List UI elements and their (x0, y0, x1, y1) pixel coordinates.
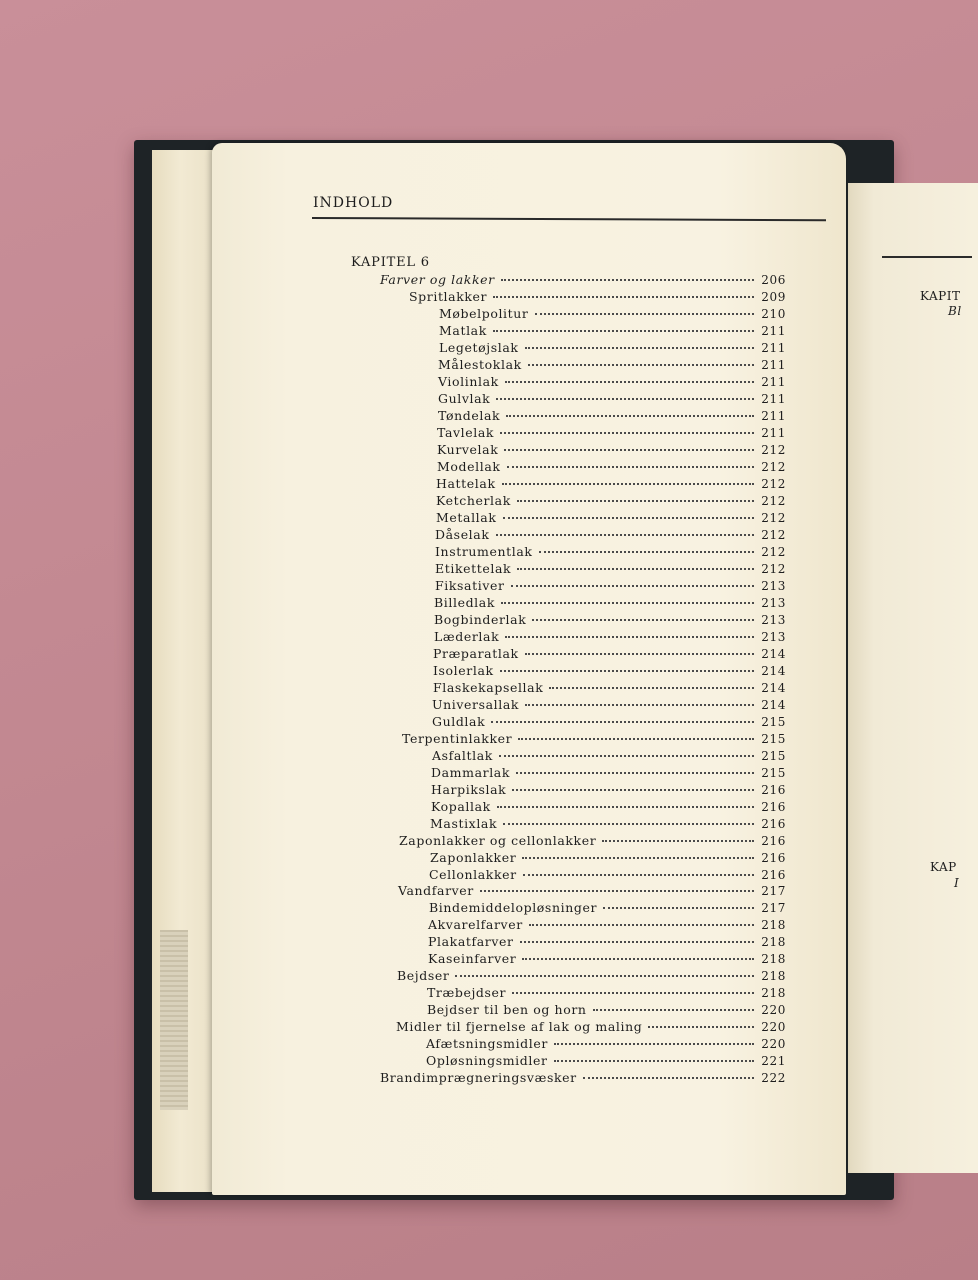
toc-entry-page: 218 (761, 952, 786, 966)
toc-entry-page: 216 (761, 800, 786, 814)
toc-entry-title: Legetøjslak (439, 340, 519, 355)
toc-leader-dots (602, 840, 754, 842)
toc-entry-title: Dåselak (435, 527, 490, 542)
toc-entry-title: Zaponlakker (430, 850, 517, 865)
toc-entry-page: 211 (761, 358, 786, 372)
toc-leader-dots (503, 823, 754, 825)
toc-entry-title: Etikettelak (435, 561, 512, 576)
toc-entry (438, 374, 786, 389)
toc-entry-title: Hattelak (436, 476, 496, 491)
toc-entry (439, 306, 786, 321)
chapter-heading: KAPITEL 6 (351, 255, 430, 270)
toc-leader-dots (517, 568, 754, 570)
toc-entry-page: 215 (761, 732, 786, 746)
toc-entry (436, 493, 786, 508)
toc-entry-page: 216 (761, 817, 786, 831)
toc-entry-page: 220 (761, 1003, 786, 1017)
toc-entry-title: Guldlak (432, 714, 486, 729)
toc-entry (439, 340, 786, 355)
toc-leader-dots (516, 772, 754, 774)
toc-entry (436, 476, 786, 491)
toc-entry-title: Opløsningsmidler (426, 1053, 548, 1068)
toc-entry-page: 215 (761, 715, 786, 729)
toc-entry (432, 748, 786, 763)
toc-entry (430, 816, 786, 831)
spine-label (160, 930, 188, 1110)
toc-entry-title: Tøndelak (438, 408, 501, 423)
toc-entry-title: Midler til fjernelse af lak og maling (396, 1019, 643, 1034)
toc-leader-dots (554, 1060, 754, 1062)
toc-leader-dots (504, 449, 754, 451)
toc-leader-dots (525, 347, 754, 349)
toc-entry-page: 218 (761, 935, 786, 949)
toc-entry-title: Bejdser (397, 968, 450, 983)
toc-entry-title: Plakatfarver (428, 934, 514, 949)
toc-entry-page: 212 (761, 477, 786, 491)
facing-page-fragment: I (954, 876, 960, 890)
toc-entry-title: Modellak (437, 459, 501, 474)
toc-entry-page: 222 (761, 1071, 786, 1085)
toc-entry-page: 215 (761, 749, 786, 763)
toc-entry (428, 934, 786, 949)
toc-entry-page: 214 (761, 647, 786, 661)
toc-entry (437, 425, 786, 440)
toc-entry (438, 357, 786, 372)
toc-entry-title: Bogbinderlak (434, 612, 527, 627)
facing-page (848, 183, 978, 1173)
toc-entry-page: 212 (761, 460, 786, 474)
toc-leader-dots (535, 313, 755, 315)
toc-leader-dots (500, 432, 754, 434)
toc-entry-page: 217 (761, 901, 786, 915)
toc-entry-page: 221 (761, 1054, 786, 1068)
toc-leader-dots (505, 636, 754, 638)
toc-leader-dots (500, 670, 754, 672)
toc-leader-dots (518, 738, 754, 740)
toc-entry (428, 951, 786, 966)
toc-entry-page: 218 (761, 918, 786, 932)
toc-entry (426, 1036, 786, 1051)
toc-leader-dots (522, 857, 754, 859)
toc-entry-page: 211 (761, 375, 786, 389)
toc-entry-title: Præparatlak (433, 646, 519, 661)
toc-leader-dots (491, 721, 754, 723)
toc-leader-dots (522, 958, 754, 960)
toc-entry-title: Billedlak (434, 595, 496, 610)
toc-entry-title: Læderlak (434, 629, 500, 644)
facing-page-fragment: Bl (948, 304, 962, 318)
toc-entry-page: 209 (761, 290, 786, 304)
toc-entry-title: Instrumentlak (435, 544, 533, 559)
toc-entry-title: Terpentinlakker (402, 731, 513, 746)
toc-entry-page: 216 (761, 783, 786, 797)
toc-leader-dots (603, 907, 754, 909)
toc-entry (430, 850, 786, 865)
toc-leader-dots (529, 924, 754, 926)
toc-entry (433, 646, 786, 661)
toc-entry (434, 612, 786, 627)
toc-entry (431, 782, 786, 797)
toc-entry (437, 442, 786, 457)
toc-entry-title: Kopallak (431, 799, 491, 814)
toc-entry-title: Bindemiddelopløsninger (429, 900, 598, 915)
toc-entry (380, 272, 786, 287)
toc-entry-page: 215 (761, 766, 786, 780)
toc-leader-dots (499, 755, 754, 757)
toc-entry (402, 731, 786, 746)
toc-entry (409, 289, 786, 304)
toc-entry (433, 663, 786, 678)
toc-leader-dots (493, 296, 754, 298)
toc-entry (429, 867, 786, 882)
toc-leader-dots (539, 551, 754, 553)
toc-entry-page: 214 (761, 664, 786, 678)
toc-entry (433, 680, 786, 695)
toc-entry (427, 1002, 786, 1017)
toc-entry (427, 985, 786, 1000)
toc-entry-title: Afætsningsmidler (426, 1036, 548, 1051)
toc-entry-title: Tavlelak (437, 425, 495, 440)
toc-entry-title: Møbelpolitur (439, 306, 529, 321)
toc-leader-dots (648, 1026, 754, 1028)
toc-leader-dots (502, 483, 754, 485)
toc-entry-page: 214 (761, 698, 786, 712)
toc-entry (380, 1070, 786, 1085)
toc-entry-title: Flaskekapsellak (433, 680, 544, 695)
toc-entry-title: Universallak (432, 697, 520, 712)
toc-leader-dots (512, 992, 754, 994)
toc-leader-dots (496, 534, 754, 536)
toc-entry-page: 218 (761, 986, 786, 1000)
toc-entry (438, 391, 786, 406)
toc-entry-page: 216 (761, 851, 786, 865)
toc-entry (435, 578, 786, 593)
facing-page-fragment: KAPIT (920, 289, 961, 303)
toc-entry-title: Spritlakker (409, 289, 488, 304)
toc-entry-page: 213 (761, 596, 786, 610)
toc-entry-title: Zaponlakker og cellonlakker (399, 833, 597, 848)
toc-leader-dots (511, 585, 754, 587)
toc-entry-title: Vandfarver (398, 883, 474, 898)
toc-entry-title: Målestoklak (438, 357, 522, 372)
toc-entry-page: 211 (761, 409, 786, 423)
toc-leader-dots (497, 806, 754, 808)
facing-page-fragment: KAP (930, 860, 957, 874)
toc-entry-title: Metallak (436, 510, 497, 525)
toc-entry (431, 799, 786, 814)
toc-entry-title: Violinlak (438, 374, 499, 389)
toc-entry (437, 459, 786, 474)
toc-entry-page: 220 (761, 1020, 786, 1034)
toc-leader-dots (525, 704, 754, 706)
toc-leader-dots (501, 279, 754, 281)
toc-entry-page: 213 (761, 579, 786, 593)
toc-entry (398, 883, 786, 898)
toc-entry-title: Akvarelfarver (428, 917, 523, 932)
toc-entry-page: 212 (761, 545, 786, 559)
toc-entry (396, 1019, 786, 1034)
toc-entry-title: Cellonlakker (429, 867, 517, 882)
toc-leader-dots (528, 364, 754, 366)
toc-entry (428, 917, 786, 932)
toc-entry-page: 213 (761, 613, 786, 627)
toc-entry (426, 1053, 786, 1068)
toc-leader-dots (496, 398, 754, 400)
toc-entry (399, 833, 786, 848)
facing-page-rule (882, 256, 972, 258)
toc-entry-page: 218 (761, 969, 786, 983)
toc-leader-dots (507, 466, 754, 468)
toc-entry-title: Ketcherlak (436, 493, 511, 508)
toc-leader-dots (517, 500, 754, 502)
toc-leader-dots (520, 941, 754, 943)
toc-leader-dots (512, 789, 754, 791)
toc-entry (435, 544, 786, 559)
toc-entry-page: 220 (761, 1037, 786, 1051)
toc-leader-dots (506, 415, 754, 417)
toc-entry (429, 900, 786, 915)
toc-leader-dots (480, 890, 754, 892)
toc-entry-page: 217 (761, 884, 786, 898)
toc-leader-dots (525, 653, 754, 655)
toc-entry (434, 595, 786, 610)
toc-entry-page: 214 (761, 681, 786, 695)
toc-entry-title: Fiksativer (435, 578, 505, 593)
toc-entry-title: Dammarlak (431, 765, 511, 780)
toc-entry-page: 206 (761, 273, 786, 287)
toc-entry-title: Isolerlak (433, 663, 494, 678)
toc-entry-page: 213 (761, 630, 786, 644)
toc-entry-title: Matlak (439, 323, 487, 338)
toc-entry-page: 211 (761, 426, 786, 440)
toc-leader-dots (532, 619, 754, 621)
toc-entry-page: 212 (761, 562, 786, 576)
toc-entry-page: 211 (761, 392, 786, 406)
toc-leader-dots (503, 517, 755, 519)
toc-leader-dots (549, 687, 754, 689)
toc-leader-dots (583, 1077, 754, 1079)
toc-leader-dots (523, 874, 754, 876)
toc-entry-title: Asfaltlak (432, 748, 493, 763)
toc-entry-page: 210 (761, 307, 786, 321)
page-title: INDHOLD (313, 195, 394, 211)
toc-entry-page: 212 (761, 494, 786, 508)
toc-entry (434, 629, 786, 644)
toc-entry-title: Brandimprægneringsvæsker (380, 1070, 577, 1085)
toc-entry-page: 216 (761, 834, 786, 848)
toc-entry-title: Kaseinfarver (428, 951, 517, 966)
toc-entry-page: 211 (761, 324, 786, 338)
toc-entry-page: 212 (761, 528, 786, 542)
toc-entry-page: 216 (761, 868, 786, 882)
toc-entry (439, 323, 786, 338)
toc-entry (431, 765, 786, 780)
toc-entry (397, 968, 786, 983)
toc-entry-title: Harpikslak (431, 782, 507, 797)
toc-entry (436, 510, 786, 525)
toc-entry-page: 211 (761, 341, 786, 355)
toc-entry-page: 212 (761, 511, 786, 525)
toc-entry-title: Mastixlak (430, 816, 498, 831)
toc-entry (438, 408, 786, 423)
toc-entry-title: Træbejdser (427, 985, 507, 1000)
toc-leader-dots (455, 975, 754, 977)
toc-entry (435, 561, 786, 576)
toc-leader-dots (593, 1009, 754, 1011)
toc-entry-title: Kurvelak (437, 442, 499, 457)
toc-entry-title: Farver og lakker (380, 272, 495, 287)
toc-entry (435, 527, 786, 542)
toc-entry (432, 714, 786, 729)
toc-entry-title: Gulvlak (438, 391, 491, 406)
toc-entry (432, 697, 786, 712)
toc-leader-dots (501, 602, 754, 604)
toc-leader-dots (505, 381, 754, 383)
toc-leader-dots (554, 1043, 754, 1045)
toc-leader-dots (493, 330, 754, 332)
toc-entry-title: Bejdser til ben og horn (427, 1002, 587, 1017)
toc-entry-page: 212 (761, 443, 786, 457)
